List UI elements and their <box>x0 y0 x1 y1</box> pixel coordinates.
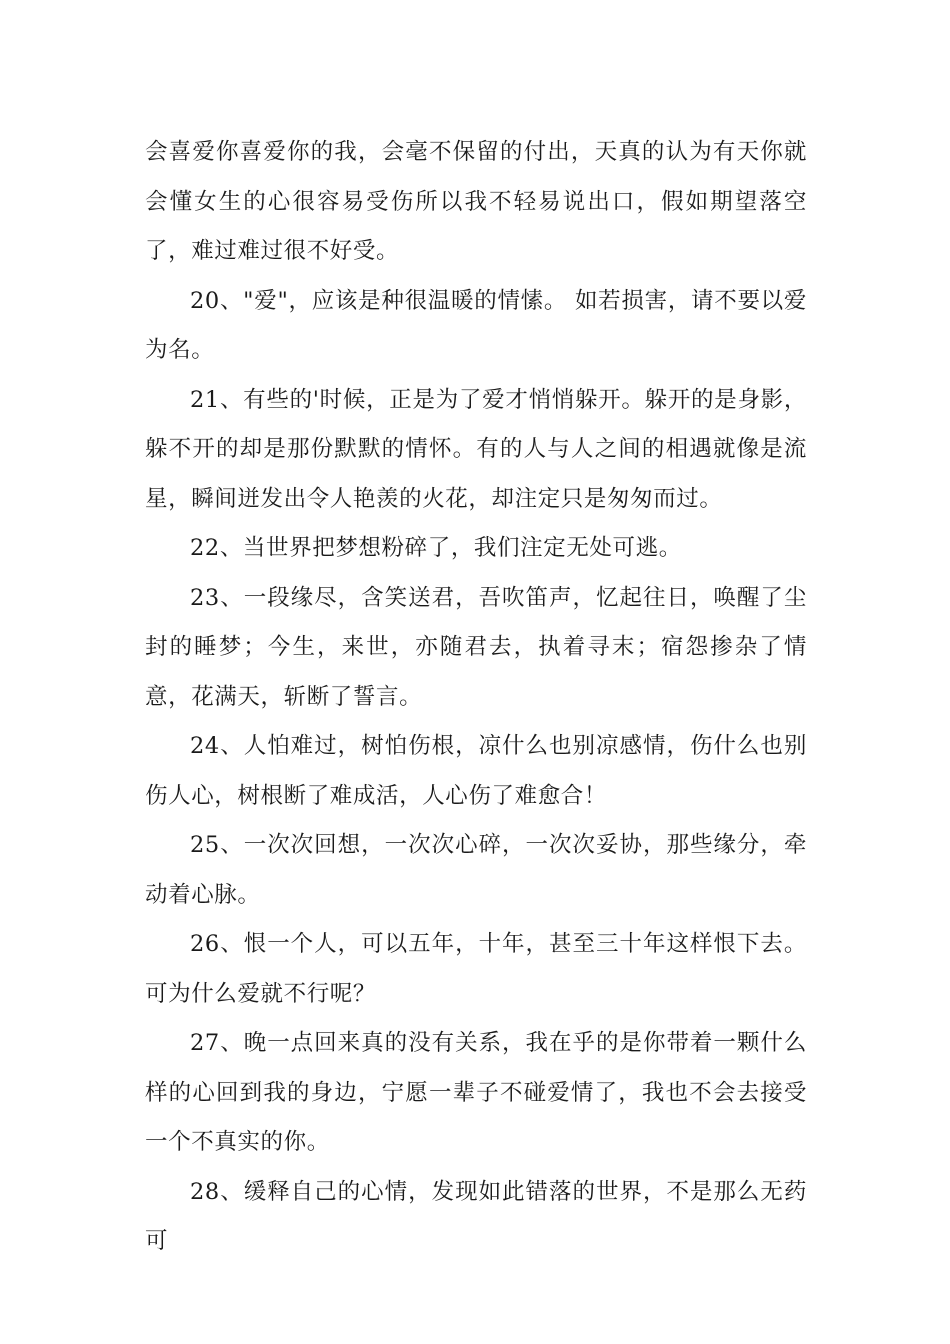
paragraph-26: 26、恨一个人，可以五年，十年，甚至三十年这样恨下去。可为什么爱就不行呢？ <box>145 931 807 1007</box>
paragraph-21: 21、有些的'时候，正是为了爱才悄悄躲开。躲开的是身影，躲不开的却是那份默默的情怀。有的人与人之间的相遇就像是流星，瞬间迸发出令人艳羡的火花，却注定只是匆匆而过。 <box>145 386 807 512</box>
paragraph-continued: 会喜爱你喜爱你的我，会毫不保留的付出，天真的认为有天你就会懂女生的心很容易受伤所以我不轻易说出口，假如期望落空了，难过难过很不好受。 <box>145 139 807 264</box>
paragraph-27: 27、晚一点回来真的没有关系，我在乎的是你带着一颗什么样的心回到我的身边，宁愿一辈子不碰爱情了，我也不会去接受一个不真实的你。 <box>145 1030 807 1155</box>
paragraph-28: 28、缓释自己的心情，发现如此错落的世界，不是那么无药可 <box>145 1178 807 1254</box>
paragraph-23: 23、一段缘尽，含笑送君，吾吹笛声，忆起往日，唤醒了尘封的睡梦；今生，来世，亦随君去，执着寻末；宿怨掺杂了情意，花满天，斩断了誓言。 <box>145 584 807 710</box>
paragraph-20: 20、"爱"，应该是种很温暖的情愫。 如若损害，请不要以爱为名。 <box>145 287 807 363</box>
paragraph-22: 22、当世界把梦想粉碎了，我们注定无处可逃。 <box>190 535 682 561</box>
paragraph-24: 24、人怕难过，树怕伤根，凉什么也别凉感情，伤什么也别伤人心，树根断了难成活，人心伤了难愈合！ <box>145 733 807 809</box>
paragraph-25: 25、一次次回想，一次次心碎，一次次妥协，那些缘分，牵动着心脉。 <box>145 832 807 908</box>
document-body <box>145 128 807 1267</box>
